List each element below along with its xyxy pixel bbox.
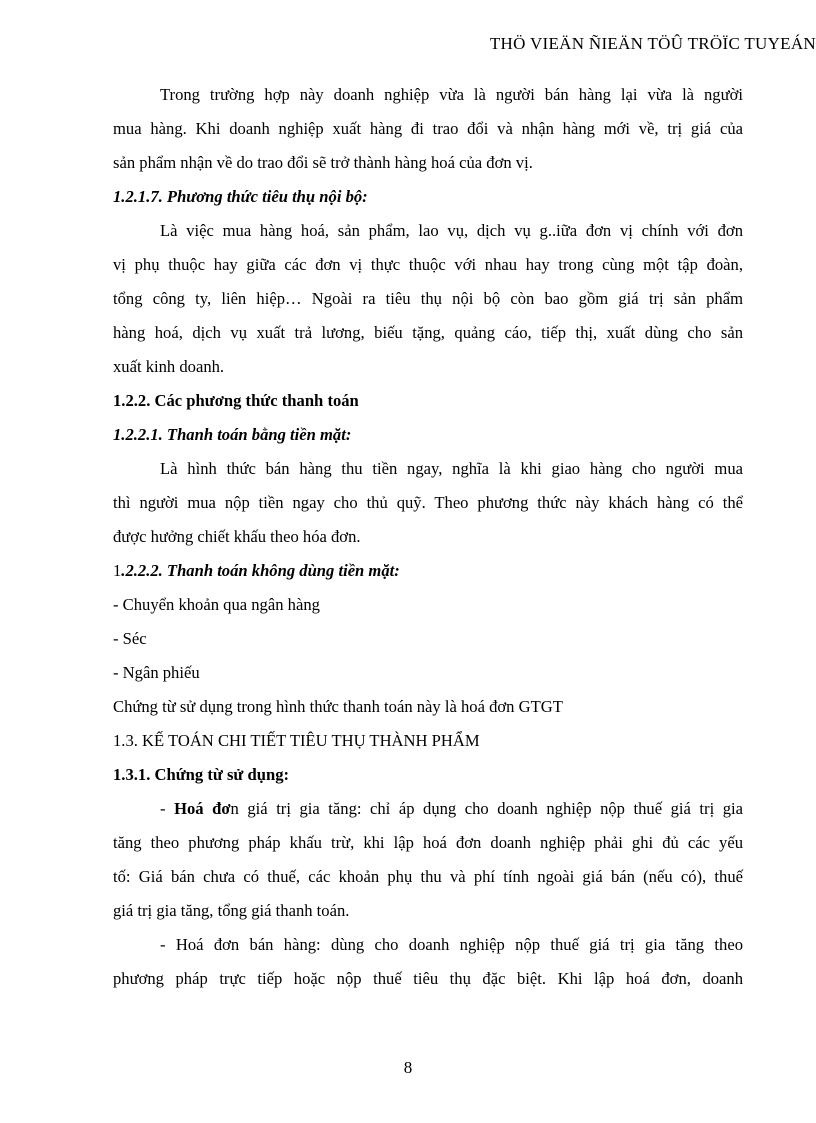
bold-term: Hoá đơ (174, 799, 231, 818)
list-item: - Chuyển khoản qua ngân hàng (113, 595, 320, 614)
paragraph-line: tố: Giá bán chưa có thuế, các khoản phụ thu và phí tính ngoài giá bán (nếu có), thuế (113, 867, 743, 886)
section-heading-1222 (113, 554, 743, 588)
paragraph-line: được hưởng chiết khấu theo hóa đơn. (113, 527, 361, 546)
heading-rest: .2.2.2. Thanh toán không dùng tiền mặt: (121, 561, 400, 580)
line-rest: n giá trị gia tăng: chỉ áp dụng cho doanh nghiệp nộp thuế giá trị gia (230, 799, 743, 818)
section-heading-1217: 1.2.1.7. Phương thức tiêu thụ nội bộ: (113, 187, 368, 206)
paragraph-line: xuất kinh doanh. (113, 357, 225, 376)
paragraph-line: giá trị gia tăng, tổng giá thanh toán. (113, 901, 350, 920)
page-number: 8 (403, 1058, 413, 1077)
paragraph-line: thì người mua nộp tiền ngay cho thủ quỹ. Theo phương thức này khách hàng có thể (113, 493, 743, 512)
paragraph-line: phương pháp trực tiếp hoặc nộp thuế tiêu thụ đặc biệt. Khi lập hoá đơn, doanh (113, 969, 743, 988)
document-body (113, 78, 743, 996)
section-heading-122: 1.2.2. Các phương thức thanh toán (113, 391, 359, 410)
list-item: - Ngân phiếu (113, 663, 200, 682)
paragraph-line: Trong trường hợp này doanh nghiệp vừa là người bán hàng lại vừa là người (160, 85, 743, 104)
paragraph-line (113, 792, 743, 826)
paragraph-line: tăng theo phương pháp khấu trừ, khi lập hoá đơn doanh nghiệp phải ghi đủ các yếu (113, 833, 743, 852)
paragraph-line: Là hình thức bán hàng thu tiền ngay, nghĩa là khi giao hàng cho người mua (160, 459, 743, 478)
paragraph-line: hàng hoá, dịch vụ xuất trả lương, biếu tặng, quảng cáo, tiếp thị, xuất dùng cho sản (113, 323, 743, 342)
section-heading-131: 1.3.1. Chứng từ sử dụng: (113, 765, 290, 784)
section-heading-1221: 1.2.2.1. Thanh toán bằng tiền mặt: (113, 425, 352, 444)
section-heading-13: 1.3. KẾ TOÁN CHI TIẾT TIÊU THỤ THÀNH PHẨM (113, 731, 480, 750)
list-item: - Séc (113, 629, 147, 648)
page-header: THÖ VIEÄN ÑIEÄN TÖÛ TRÖÏC TUYEÁN (489, 34, 816, 53)
heading-prefix: 1 (113, 561, 122, 580)
paragraph-line: - Hoá đơn bán hàng: dùng cho doanh nghiệp nộp thuế giá trị gia tăng theo (160, 935, 743, 954)
paragraph-line: tổng công ty, liên hiệp… Ngoài ra tiêu thụ nội bộ còn bao gồm giá trị sản phẩm (113, 289, 743, 308)
payment-note: Chứng từ sử dụng trong hình thức thanh toán này là hoá đơn GTGT (113, 697, 563, 716)
list-dash: - (160, 799, 175, 818)
paragraph-line: Là việc mua hàng hoá, sản phẩm, lao vụ, dịch vụ g..iữa đơn vị chính với đơn (160, 221, 743, 240)
paragraph-line: sản phẩm nhận về do trao đổi sẽ trở thành hàng hoá của đơn vị. (113, 153, 533, 172)
paragraph-line: mua hàng. Khi doanh nghiệp xuất hàng đi trao đổi và nhận hàng mới về, trị giá của (113, 119, 743, 138)
paragraph-line: vị phụ thuộc hay giữa các đơn vị thực thuộc với nhau hay trong cùng một tập đoàn, (113, 255, 743, 274)
